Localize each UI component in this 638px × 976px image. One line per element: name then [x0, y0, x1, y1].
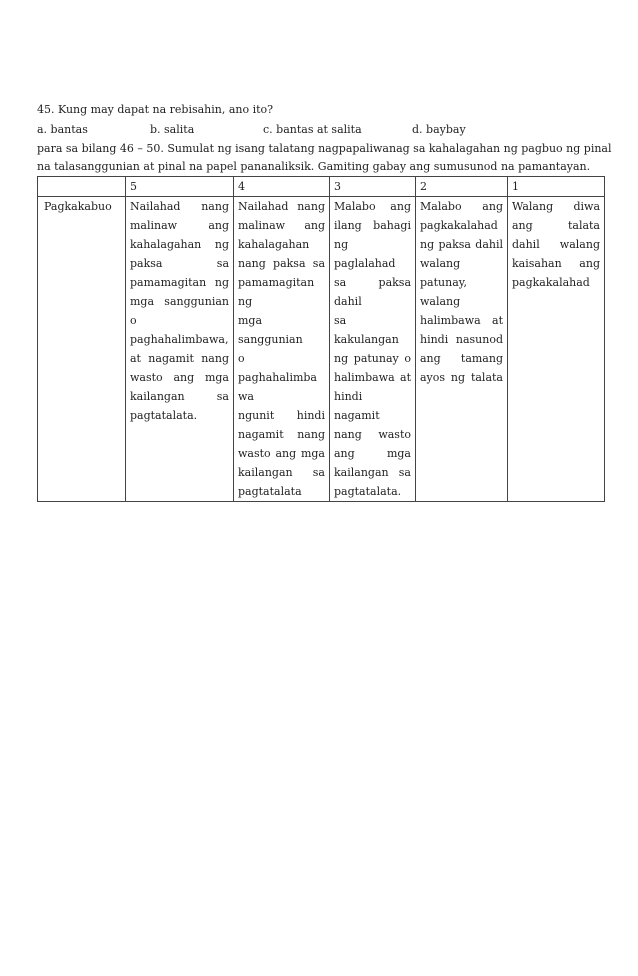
descriptor-line: mga sanggunian	[238, 314, 303, 346]
descriptor-line: sa	[334, 314, 347, 327]
descriptor-line: ng paksa dahil	[420, 238, 503, 251]
descriptor-line: mga sanggunian	[130, 295, 229, 308]
descriptor-line: halimbawa at	[334, 371, 411, 384]
descriptor-line: malinaw ang	[130, 219, 229, 232]
descriptor-line: sa paksa dahil	[334, 276, 411, 308]
choice-c: c. bantas at salita	[263, 123, 362, 136]
descriptor-line: walang	[420, 257, 461, 270]
descriptor-line: ayos ng talata	[420, 371, 503, 384]
descriptor-line: pamamagitan ng	[238, 276, 315, 308]
descriptor-line: paghahalimbawa	[238, 371, 317, 403]
descriptor-line: kakulangan	[334, 333, 399, 346]
rubric-header-row	[38, 177, 605, 197]
descriptor-line: Malabo ang	[334, 200, 411, 213]
instruction-line-2: na talasanggunian at pinal na papel pananaliksik. Gamiting gabay ang sumusunod na pamantayan.	[37, 160, 591, 173]
descriptor-line: ang tamang	[420, 352, 503, 365]
question-45: 45. Kung may dapat na rebisahin, ano ito?	[37, 103, 274, 116]
descriptor-line: ng paglalahad	[334, 238, 396, 270]
descriptor-line: nagamit nang	[238, 428, 325, 441]
criterion-label: Pagkakabuo	[38, 197, 126, 502]
header-blank	[38, 177, 126, 197]
descriptor-line: pamamagitan ng	[130, 276, 229, 289]
descriptor-line: hindi nasunod	[420, 333, 503, 346]
choice-d: d. baybay	[412, 123, 466, 136]
answer-choices	[37, 121, 604, 138]
descriptor-line: kahalagahan ng	[130, 238, 229, 251]
descriptor-line: patunay,	[420, 276, 467, 289]
descriptor-line: kailangan sa	[334, 466, 411, 479]
descriptor-line: wasto ang mga	[130, 371, 229, 384]
descriptor-line: hindi nagamit	[334, 390, 380, 422]
descriptor-line: pagkakalahad	[512, 276, 590, 289]
descriptor-line: kaisahan ang	[512, 257, 600, 270]
header-score-4: 4	[234, 177, 330, 197]
descriptor-line: halimbawa at	[420, 314, 503, 327]
choice-a: a. bantas	[37, 123, 88, 136]
descriptor-line: paghahalimbawa,	[130, 333, 229, 346]
descriptor-line: Malabo ang	[420, 200, 503, 213]
descriptor-line: o	[238, 352, 245, 365]
rubric-table	[37, 176, 605, 502]
descriptor-line: kailangan sa	[130, 390, 229, 403]
descriptor-line: ang talata	[512, 219, 600, 232]
descriptor-line: pagkakalahad	[420, 219, 498, 232]
descriptor-line: Nailahad nang	[130, 200, 229, 213]
descriptor-line: wasto ang mga	[238, 447, 325, 460]
descriptor-line: Nailahad nang	[238, 200, 325, 213]
header-score-5: 5	[126, 177, 234, 197]
descriptor-score-2	[416, 197, 508, 502]
descriptor-line: malinaw ang	[238, 219, 325, 232]
descriptor-line: ilang bahagi	[334, 219, 411, 232]
descriptor-score-4	[234, 197, 330, 502]
header-score-3: 3	[330, 177, 416, 197]
document-page	[37, 101, 612, 502]
descriptor-score-1	[508, 197, 605, 502]
descriptor-line: nang paksa sa	[238, 257, 325, 270]
header-score-2: 2	[416, 177, 508, 197]
descriptor-line: o	[130, 314, 137, 327]
descriptor-line: at nagamit nang	[130, 352, 229, 365]
descriptor-line: ngunit hindi	[238, 409, 325, 422]
descriptor-line: pagtatalata.	[334, 485, 402, 498]
descriptor-line: ang mga	[334, 447, 411, 460]
instruction-line-1: para sa bilang 46 – 50. Sumulat ng isang talatang nagpapaliwanag sa kahalagahan ng pagbuo ng pinal	[37, 142, 612, 155]
descriptor-score-3	[330, 197, 416, 502]
choice-b: b. salita	[150, 123, 195, 136]
descriptor-line: ng patunay o	[334, 352, 411, 365]
descriptor-line: walang	[420, 295, 461, 308]
rubric-row-pagkakabuo	[38, 197, 605, 502]
descriptor-line: kahalagahan	[238, 238, 310, 251]
descriptor-line: kailangan sa	[238, 466, 325, 479]
descriptor-line: pagtatalata.	[130, 409, 198, 422]
header-score-1: 1	[508, 177, 605, 197]
descriptor-line: Walang diwa	[512, 200, 600, 213]
descriptor-line: pagtatalata	[238, 485, 302, 498]
descriptor-score-5	[126, 197, 234, 502]
descriptor-line: dahil walang	[512, 238, 600, 251]
descriptor-line: nang wasto	[334, 428, 411, 441]
descriptor-line: paksa sa	[130, 257, 229, 270]
